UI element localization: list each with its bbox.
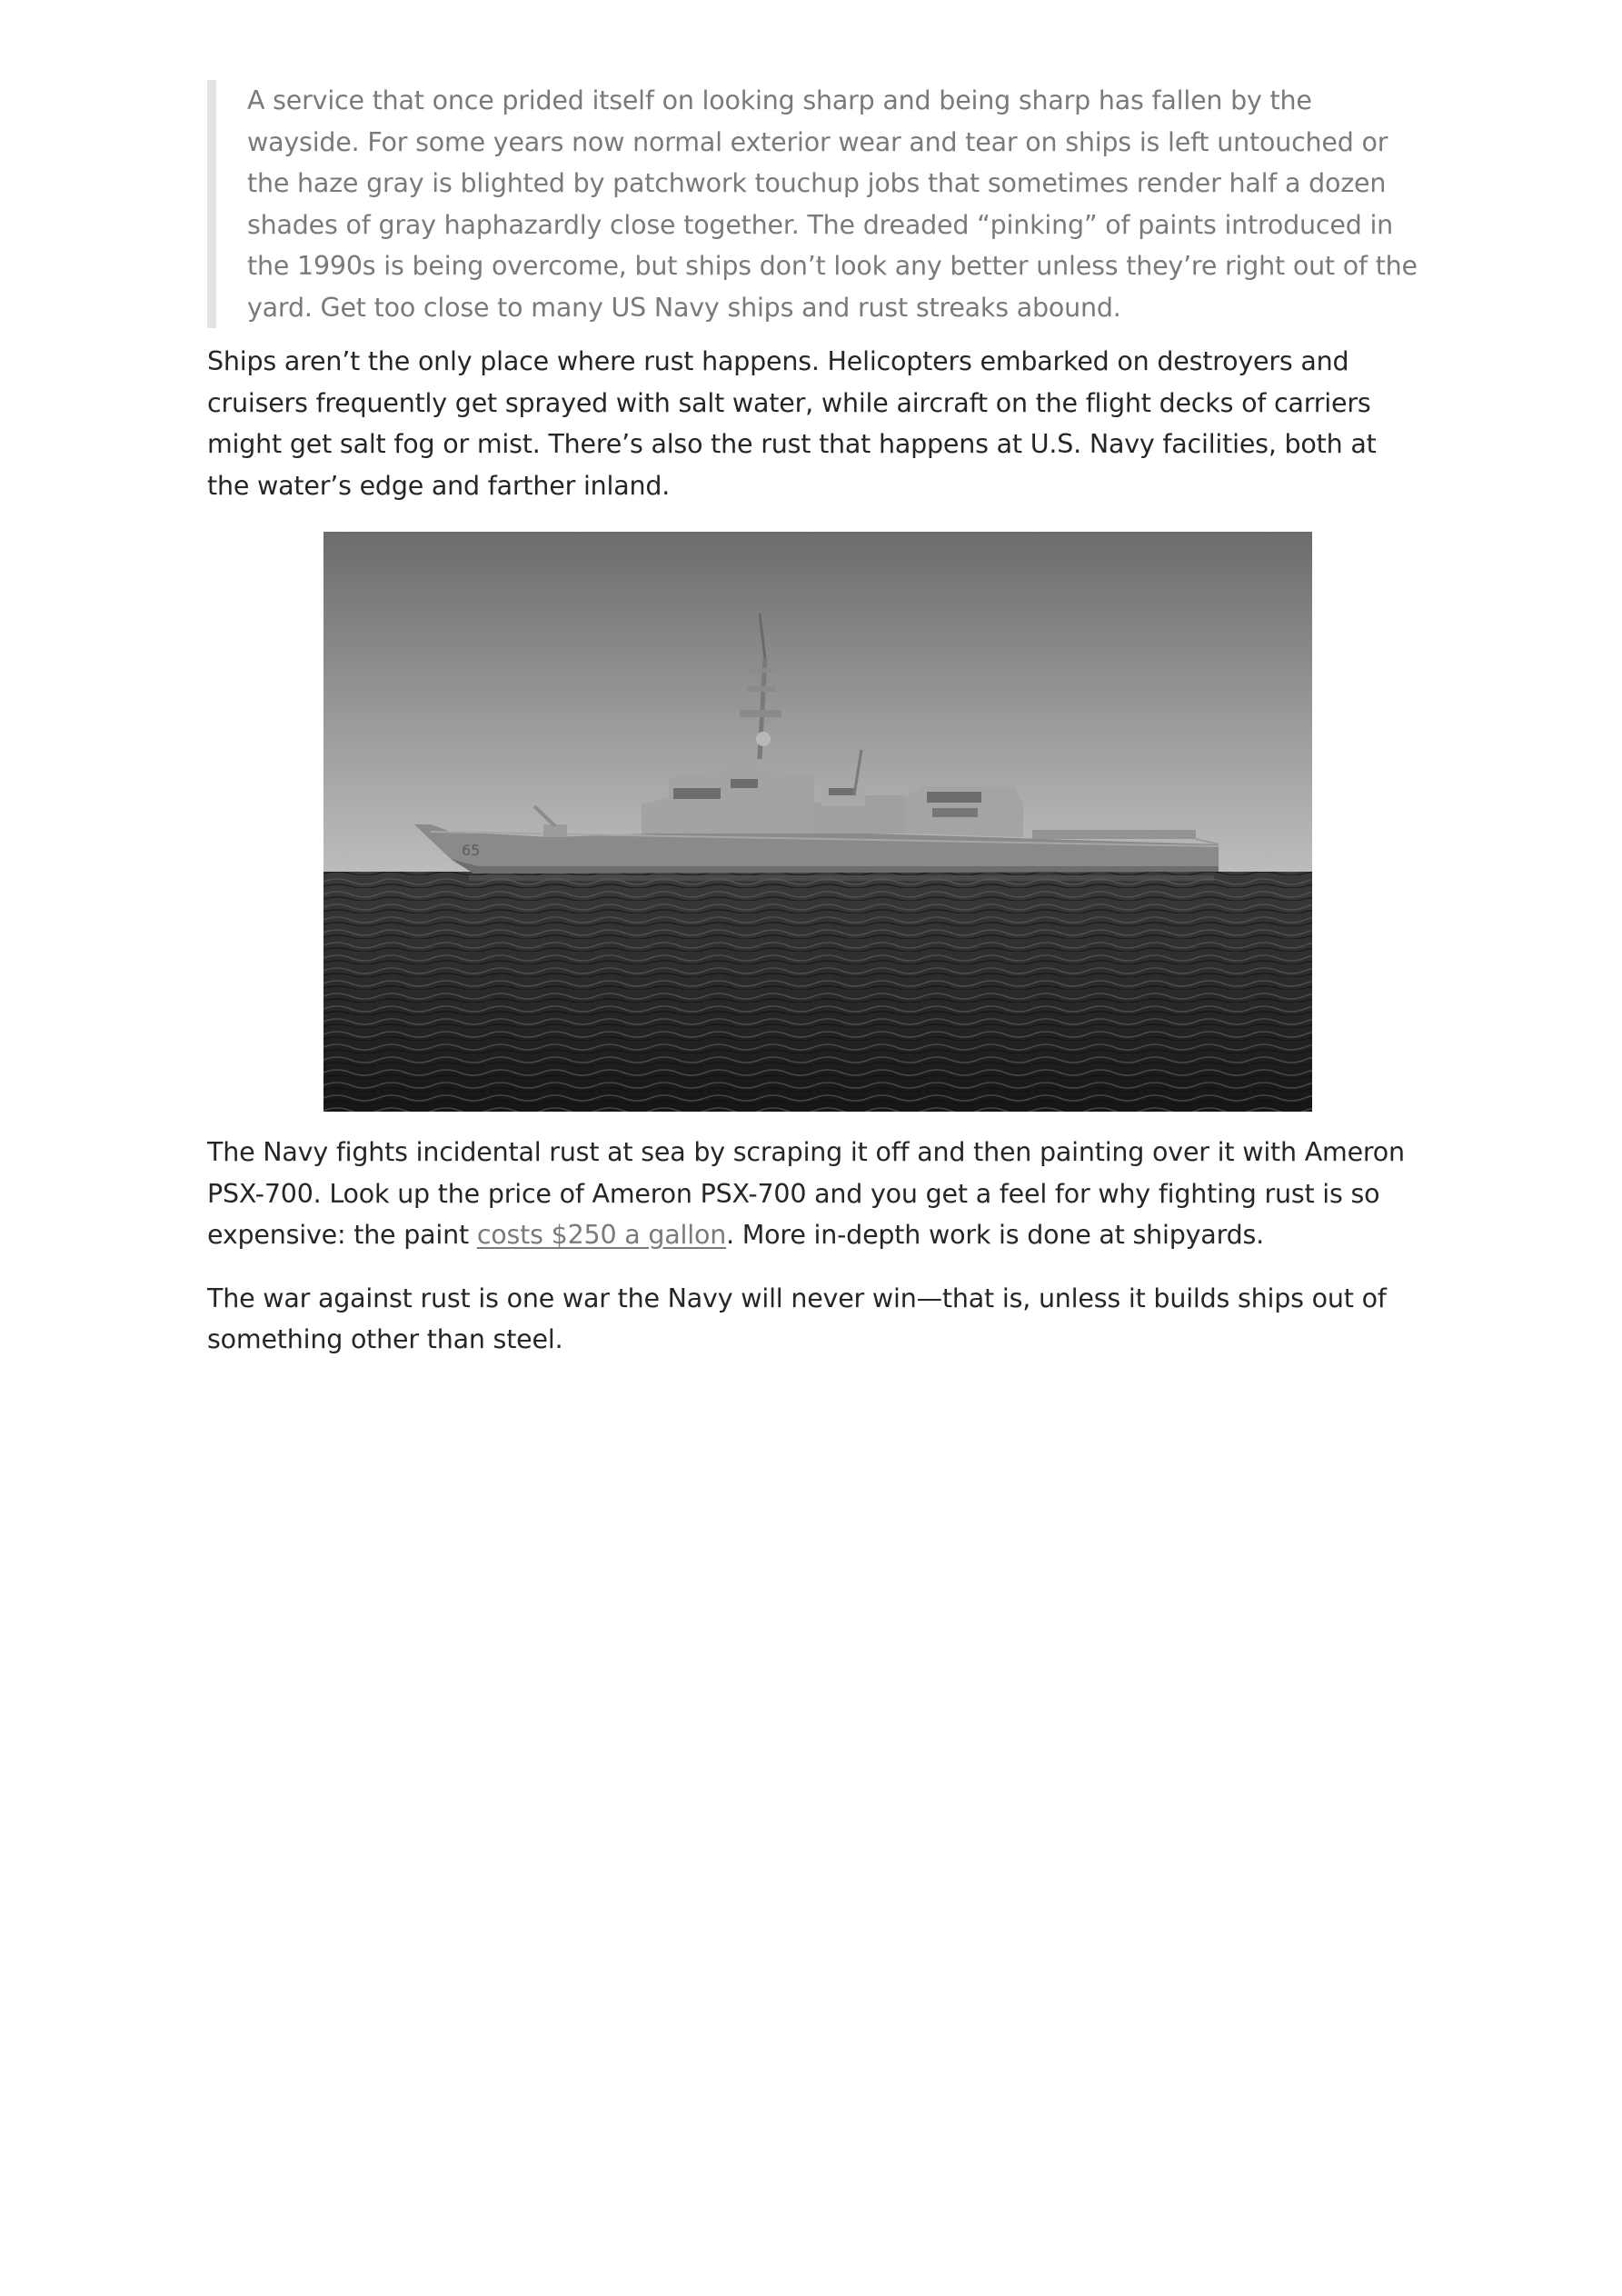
paragraph-war-against-rust: The war against rust is one war the Navy will never win—that is, unless it builds ships out of something other than steel. [207, 1283, 1387, 1354]
paragraph-paint-cost-after: . More in-depth work is done at shipyards. [726, 1220, 1264, 1250]
blockquote-text: A service that once prided itself on looking sharp and being sharp has fallen by the wayside. For some years now normal exterior wear and tear on ships is left untouched or the haze gray is blighted by patchwork touchup jobs that sometimes render half a dozen shades of gray haphazardly close together. The dreaded “pinking” of paints introduced in the 1990s is being overcome, but ships don’t look any better unless they’re right out of the yard. Get too close to many US Navy ships and rust streaks abound. [247, 85, 1418, 323]
blockquote [207, 80, 1425, 328]
destroyer-photo-svg [323, 532, 1312, 1112]
paint-cost-link[interactable]: costs $250 a gallon [476, 1220, 727, 1250]
paragraph-paint-cost [207, 1132, 1425, 1256]
paragraph-paint-cost-before: The Navy fights incidental rust at sea by scraping it off and then painting over it with Ameron PSX-700. Look up the price of Ameron PSX-700 and you get a feel for why fighting rust is so expensive: the paint [207, 1137, 1405, 1250]
sea-waves [323, 872, 1312, 1112]
paragraph-rust-elsewhere: Ships aren’t the only place where rust happens. Helicopters embarked on destroyers and cruisers frequently get sprayed with salt water, while aircraft on the flight decks of carriers might get salt fog or mist. There’s also the rust that happens at U.S. Navy facilities, both at the water’s edge and farther inland. [207, 346, 1377, 501]
destroyer-photo [323, 532, 1312, 1112]
article-body [207, 80, 1425, 1361]
hull-number: 65 [462, 842, 481, 859]
